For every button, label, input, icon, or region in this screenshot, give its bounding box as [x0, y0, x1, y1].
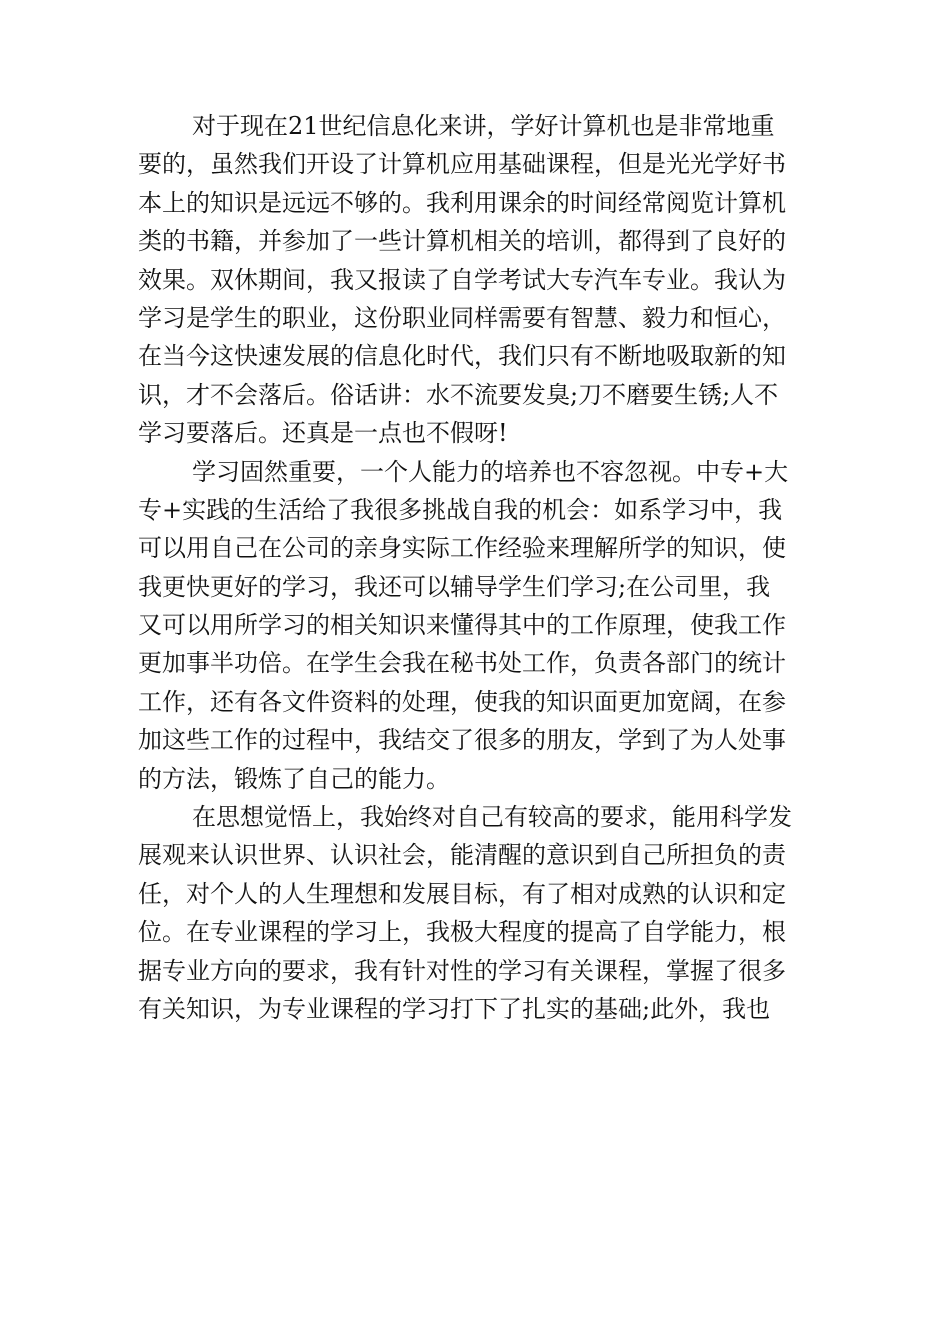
text-line: 在思想觉悟上，我始终对自己有较高的要求，能用科学发 — [192, 803, 792, 832]
text-line: 工作，还有各文件资料的处理，使我的知识面更加宽阔，在参 — [138, 687, 786, 716]
text-line: 我更快更好的学习，我还可以辅导学生们学习;在公司里，我 — [138, 572, 771, 601]
text-line: 类的书籍，并参加了一些计算机相关的培训，都得到了良好的 — [138, 227, 786, 256]
text-line: 的方法，锻炼了自己的能力。 — [138, 764, 450, 793]
document-body — [138, 107, 838, 1028]
paragraph-ideological-awareness — [138, 798, 838, 1028]
text-line: 对于现在21世纪信息化来讲，学好计算机也是非常地重 — [192, 112, 775, 140]
text-line: 本上的知识是远远不够的。我利用课余的时间经常阅览计算机 — [138, 188, 786, 217]
text-line: 学习固然重要，一个人能力的培养也不容忽视。中专+大 — [192, 457, 789, 486]
text-line: 据专业方向的要求，我有针对性的学习有关课程，掌握了很多 — [138, 956, 786, 985]
text-line: 识，才不会落后。俗话讲：水不流要发臭;刀不磨要生锈;人不 — [138, 380, 779, 409]
paragraph-ability-training — [138, 453, 838, 799]
text-line: 加这些工作的过程中，我结交了很多的朋友，学到了为人处事 — [138, 726, 786, 755]
text-line: 展观来认识世界、认识社会，能清醒的意识到自己所担负的责 — [138, 841, 786, 870]
text-line: 学习要落后。还真是一点也不假呀! — [138, 419, 508, 448]
paragraph-computer-study — [138, 107, 838, 453]
text-line: 效果。双休期间，我又报读了自学考试大专汽车专业。我认为 — [138, 265, 786, 294]
text-line: 任，对个人的人生理想和发展目标，有了相对成熟的认识和定 — [138, 879, 786, 908]
text-line: 在当今这快速发展的信息化时代，我们只有不断地吸取新的知 — [138, 342, 786, 371]
text-line: 专+实践的生活给了我很多挑战自我的机会：如系学习中，我 — [138, 495, 783, 524]
text-line: 有关知识，为专业课程的学习打下了扎实的基础;此外，我也 — [138, 994, 771, 1023]
text-line: 要的，虽然我们开设了计算机应用基础课程，但是光光学好书 — [138, 150, 786, 179]
text-line: 更加事半功倍。在学生会我在秘书处工作，负责各部门的统计 — [138, 649, 786, 678]
text-line: 学习是学生的职业，这份职业同样需要有智慧、毅力和恒心， — [138, 303, 786, 332]
text-line: 又可以用所学习的相关知识来懂得其中的工作原理，使我工作 — [138, 611, 786, 640]
text-line: 位。在专业课程的学习上，我极大程度的提高了自学能力，根 — [138, 918, 786, 947]
text-line: 可以用自己在公司的亲身实际工作经验来理解所学的知识，使 — [138, 534, 786, 563]
